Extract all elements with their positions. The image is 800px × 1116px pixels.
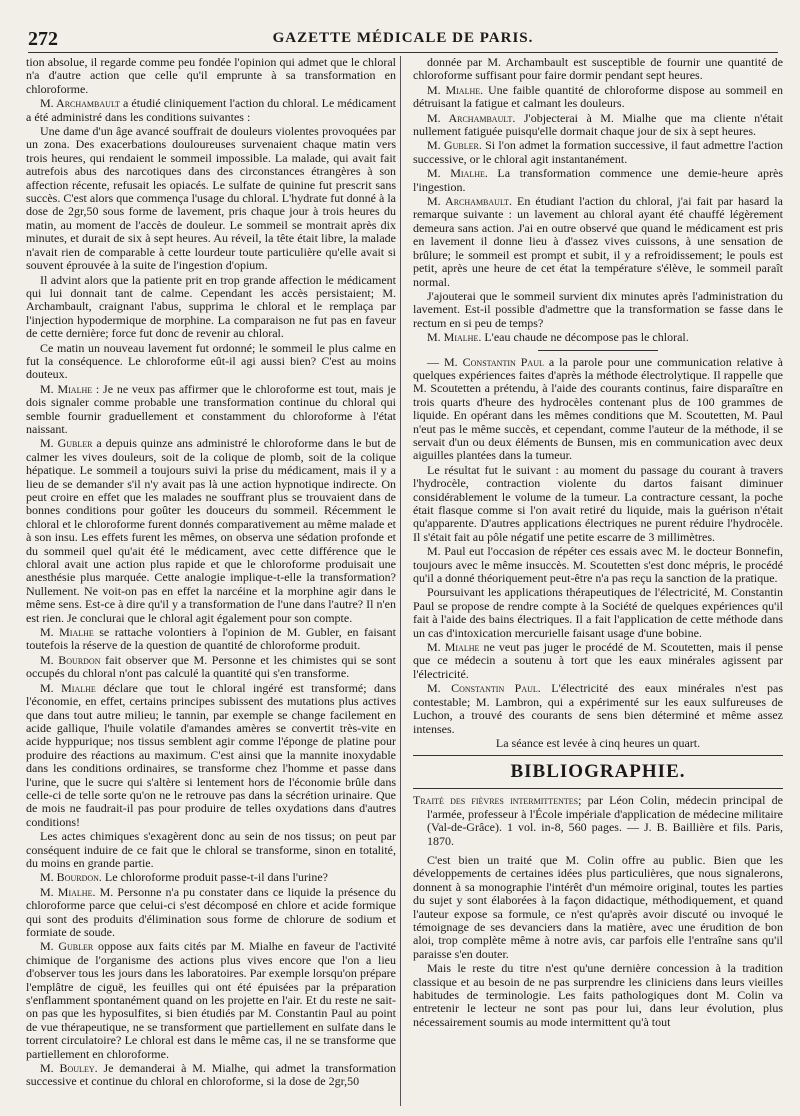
paragraph-text: La transformation commence une demie-heure après l'ingestion. (413, 166, 783, 194)
session-closing: La séance est levée à cinq heures un quart. (495, 735, 701, 750)
paragraph-text: M. Personne n'a pu constater dans ce liquide la présence du chloroforme parce que celui-ci s'est décomposé en chlore et acide formique qui sont des produits d'élimination sous forme de chlorure de sodium et formiate de soude. (26, 884, 396, 939)
paragraph (26, 125, 396, 272)
paragraph-text: Je demanderai à M. Mialhe, qui admet la transformation successive et continue du chloral en chloroforme, si la dose de 2gr,50 (26, 1061, 396, 1089)
paragraph-text: Il advint alors que la patiente prit en trop grande affection le médicament qui lui donnait tant de calme. Cependant les accès persistaient; M. Archambault, craignant l'abus, supprima le chloral et le remplaça par l'injection hypodermique de morphine. La comparaison ne fut pas en faveur de cette dernière; force fut donc de revenir au chloral. (26, 272, 396, 341)
speaker-name: M. Archambault (40, 96, 120, 111)
review-paragraph: Mais le reste du titre n'est qu'une dernière concession à la tradition classique et au besoin de ne pas surprendre les cliniciens dans leurs vieilles habitudes de terminologie. Les faits pathologiques dont M. Colin va entretenir le lecteur ne sont pas pour lui, dans leur évolution, plus nécessairement soumis au mode intermittent qu'à tout (413, 961, 783, 1029)
paragraph (26, 830, 396, 870)
page-number: 272 (28, 28, 58, 50)
paragraph (26, 274, 396, 341)
page-header (28, 26, 778, 53)
book-title: Traité des fièvres intermittentes (413, 793, 579, 808)
speaker-name: — M. Constantin Paul (427, 354, 544, 369)
speaker-name: M. Gubler. (427, 138, 482, 153)
paragraph (26, 886, 396, 940)
paragraph (413, 290, 783, 330)
paragraph-text: Une dame d'un âge avancé souffrait de douleurs violentes provoquées par un zona. Des exacerbations douloureuses survenaient chaque matin vers trois heures, qui rendaient le sommeil impossible. La malade, qui avait fait autrefois abus des narcotiques dans des circonstances étrangères à son affection récente, refusait les opiacés. Le sulfate de quinine fut prescrit sans succès. C'est alors que commença l'usage du chloral. L'hydrate fut donné à la dose de 2gr,50 sous forme de lavement, pris chaque jour à trois heures du matin, au moment de l'accès de douleur. Le sommeil se montrait après dix minutes, et durait de six à sept heures. Au réveil, la tête était libre, la malade n'avait rien de comparable à cette lourdeur toute particulière qu'elle avait si souvent éprouvée à la suite de l'ingestion d'opium. (26, 124, 396, 273)
speaker-name: M. Bourdon (40, 652, 101, 667)
speaker-name: M. Mialhe. (427, 330, 482, 345)
paragraph-text: J'ajouterai que le sommeil survient dix minutes après l'administration du lavement. Est-il possible d'admettre que la transformation se fasse dans le rectum en si peu de temps? (413, 288, 783, 330)
column-divider (400, 56, 401, 1106)
paragraph-text: fait observer que M. Personne et les chimistes qui se sont occupés du chloral n'ont pas calculé la quantité qui s'en transforme. (26, 652, 396, 681)
paragraph (413, 464, 783, 544)
paragraph-text: En étudiant l'action du chloral, j'ai fait par hasard la remarque suivante : un lavement au chloral ayant été chauffé légèrement demeura sans action. J'ai en outre observé que quand le médicament est pris en lavement il donne lieu à d'assez vives cuissons, à une sensation de brûlure; le sommeil est prompt et subit, il y a refroidissement; le pouls est petit, après une heure de cet état la température s'élève, le sommeil paraît normal. (413, 194, 783, 289)
paragraph (413, 195, 783, 289)
paragraph (26, 626, 396, 653)
paragraph (413, 56, 783, 83)
paragraph-text: Ce matin un nouveau lavement fut ordonné; le sommeil le plus calme en fut la conséquence. Le chloroforme eût-il agi aussi bien? C'est au moins douteux. (26, 340, 396, 382)
paragraph-text: a étudié cliniquement l'action du chloral. Le médicament a été administré dans les conditions suivantes : (26, 96, 396, 124)
paragraph (26, 682, 396, 829)
speaker-name: M. Mialhe (40, 381, 93, 396)
paragraph (413, 545, 783, 585)
paragraph-text: Le chloroforme produit passe-t-il dans l'urine? (104, 870, 328, 885)
paragraph-text: : Je ne veux pas affirmer que le chloroforme est tout, mais je dois signaler comme probable une transformation continue du chloral qui semble fournir graduellement et constamment du chloroforme à l'état naissant. (26, 381, 396, 436)
paragraph-text: tion absolue, il regarde comme peu fondée l'opinion qui admet que le chloral n'a d'autre action que celle qu'il emprunte à sa transformation en chloroforme. (26, 56, 396, 96)
paragraph (26, 1062, 396, 1089)
discussion-continued (413, 56, 783, 345)
paragraph (26, 940, 396, 1061)
journal-title: GAZETTE MÉDICALE DE PARIS. (272, 30, 534, 46)
paragraph-text: déclare que tout le chloral ingéré est transformé; dans l'économie, en effet, certains principes subissent des mutations plus actives que dans tout autre milieu; le tannin, par exemple se change facilement en acide gallique, l'huile volatile d'amandes amères se convertit très-vite en acide hyppurique; nos tissus semblent agir comme l'éponge de platine pour produire des réactions au maximum. C'est ainsi que la mannite inoxydable dans les conditions ordinaires, se transforme chez l'homme et passe dans l'urine, que le sucre qui s'altère si lentement hors de l'économie brûle dans celle-ci de telle sorte qu'on ne le retrouve pas dans la sécrétion urinaire. Que de mois ne faudrait-il pas pour produire de telles oxydations dans d'autres conditions! (26, 680, 396, 829)
paragraph (26, 56, 396, 96)
paragraph-text: donnée par M. Archambault est susceptible de fournir une quantité de chloroforme suffisant pour faire dormir pendant sept heures. (413, 56, 783, 83)
paragraph (26, 97, 396, 124)
paragraph-text: L'eau chaude ne décompose pas le chloral. (484, 330, 689, 345)
paragraph-text: ne veut pas juger le procédé de M. Scoutetten, mais il pense que ce médecin a soutenu à tort que les eaux minérales agissent par l'électricité. (413, 640, 783, 681)
speaker-name: M. Mialhe. (427, 82, 484, 97)
speaker-name: M. Bourdon. (40, 870, 102, 885)
speaker-name: M. Archambault. (427, 194, 512, 209)
speaker-name: M. Archambault. (427, 110, 516, 125)
paragraph-text: Le résultat fut le suivant : au moment du passage du courant à travers l'hydrocèle, contraction violente du dartos faisant diminuer considérablement le volume de la tumeur. La contracture cessant, la poche était flasque comme si l'on avait retiré du liquide, mais la guérison n'était qu'apparente. D'autres applications électriques ne purent réduire l'hydrocèle. Il s'était fait au pôle négatif une petite escarre de 3 millimètres. (413, 462, 783, 544)
paragraph (26, 871, 396, 884)
paragraph-text: a depuis quinze ans administré le chloroforme dans le but de calmer les vives douleurs, soit de la colique de plomb, soit de la colique hépatique. Le sommeil a toujours suivi la prise du médicament, mais il y a lieu de se demander s'il n'y avait pas là une action hypnotique indirecte. On peut croire en effet que les malades ne souffrant plus se trouvaient dans de bonnes conditions pour goûter les douceurs du sommeil. Récemment le chloral et le chloroforme furent donnés comparativement au même malade et à son insu. Les effets furent les mêmes, on observa une sédation profonde et du sommeil quel qu'ait été le médicament, avec cette différence que le chloral avait une action plus rapide et que le chloroforme produisait une anesthésie plus marquée. Cette analogie implique-t-elle la transformation? Nullement. Ne voit-on pas en effet la narcéine et la morphine agir dans le même sens. Est-ce à dire qu'il y a transformation de l'une dans l'autre? Il n'en est rien. Je conclurai que le chloral agit également pour son compte. (26, 436, 396, 625)
bibliography-rule-bottom (413, 788, 783, 789)
paragraph (413, 682, 783, 736)
paragraph (413, 641, 783, 681)
bibliography-rule-top (413, 755, 783, 756)
paragraph-text: a la parole pour une communication relative à quelques expériences faites d'après la méthode électrolytique. Il rappelle que M. Scoutetten a prétendu, à l'aide des courants continus, faire disparaître en trois quarts d'heure des hydrocèles contenant plus de 100 grammes de liquide. En opérant dans les mêmes conditions que M. Scoutetten, M. Paul n'eut pas le même succès, et cependant, comme l'auteur de la méthode, il se servait d'un ou deux éléments de Bunsen, mis en communication avec deux aiguilles plantées dans la tumeur. (413, 354, 783, 463)
paul-communication (413, 356, 783, 736)
paragraph (413, 586, 783, 640)
paragraph (26, 654, 396, 681)
speaker-name: M. Mialhe (427, 640, 480, 655)
review-paragraph: C'est bien un traité que M. Colin offre au public. Bien que les développements de certaines idées plus particulières, que nous signalerons, donnent à sa monographie l'intérêt d'un mémoire original, toutes les parties du sujet y sont élaborées à la façon didactique, méthodiquement, et quand l'auteur expose sa formule, ce n'est qu'après avoir discuté ou invoqué le témoignage de ses devanciers dans la matière, avec une érudition de bon aloi, trop complète même à notre avis, car parfois elle l'entraîne sans qu'il paraisse s'en douter. (413, 852, 783, 961)
paragraph-text: oppose aux faits cités par M. Mialhe en faveur de l'activité chimique de l'organisme des actions plus vives encore que l'on a lieu d'observer tous les jours dans les laboratoires. Par exemple lorsqu'on prépare l'emplâtre de ciguë, les feuilles qui ont été épuisées par la préparation s'enflamment spontanément quand on les projette en l'air. Et du reste ne sait-on pas que les hyposulfites, si bien étudiés par M. Constantin Paul au point de vue thérapeutique, ne se transforment que partiellement en sulfate dans le torrent circulatoire? Le chloral est dans le même cas, il ne se transforme que partiellement en chloroforme. (26, 939, 396, 1061)
paragraph (26, 342, 396, 382)
bibliography-review (413, 854, 783, 1029)
left-column (26, 56, 396, 1108)
paragraph (413, 112, 783, 139)
speaker-name: M. Mialhe (40, 680, 96, 695)
paragraph-text: Une faible quantité de chloroforme dispose au sommeil en détruisant la fatigue et calmant les douleurs. (413, 82, 783, 111)
paragraph (413, 331, 783, 344)
speaker-name: M. Gubler (40, 436, 93, 451)
paragraph-text: se rattache volontiers à l'opinion de M. Gubler, en faisant toutefois la réserve de la question de quantité de chloroforme produit. (26, 625, 396, 653)
speaker-name: M. Bouley. (40, 1061, 98, 1076)
book-details: ; par Léon Colin, médecin principal de l'armée, professeur à l'École impériale d'application de médecine militaire (Val-de-Grâce). 1 vol. in-8, 560 pages. — J. B. Baillière et fils. Paris, 1870. (427, 793, 783, 848)
speaker-name: M. Mialhe. (427, 166, 488, 181)
speaker-name: M. Mialhe (40, 625, 94, 640)
paragraph-text: L'électricité des eaux minérales n'est pas contestable; M. Lambron, qui a expérimenté sur les eaux sulfureuses de Luchon, a trouvé des courants de sens bien déterminé et même assez intenses. (413, 681, 783, 736)
paragraph-text: Si l'on admet la formation successive, il faut admettre l'action successive, or le chloral agit instantanément. (413, 138, 783, 166)
section-divider (538, 350, 658, 351)
paragraph-text: M. Paul eut l'occasion de répéter ces essais avec M. le docteur Bonnefin, toujours avec le même insuccès. M. Scoutetten s'est donc mépris, le procédé qu'il a donné théoriquement peut-être n'a pas reçu la sanction de la pratique. (413, 544, 783, 586)
paragraph (413, 139, 783, 166)
paragraph (26, 383, 396, 437)
paragraph (413, 356, 783, 463)
paragraph-text: Poursuivant les applications thérapeutiques de l'électricité, M. Constantin Paul se propose de rendre compte à la Société de quelques expériences qu'il fait à l'aide des bains électriques. Il a fait l'application de cette méthode dans un cas d'intoxication mercurielle faisant usage d'une bobine. (413, 585, 783, 640)
speaker-name: M. Constantin Paul. (427, 681, 541, 696)
paragraph (26, 437, 396, 625)
bibliography-heading: BIBLIOGRAPHIE. (510, 761, 686, 783)
right-column (413, 56, 783, 1108)
speaker-name: M. Mialhe. (40, 884, 96, 899)
paragraph (413, 84, 783, 111)
paragraph-text: Les actes chimiques s'exagèrent donc au sein de nos tissus; on peut par conséquent induire de ce fait que le chloral se transforme, sinon en totalité, du moins en grande partie. (26, 829, 396, 870)
paragraph (413, 167, 783, 194)
paragraph-text: J'objecterai à M. Mialhe que ma cliente n'était nullement fatiguée puisqu'elle dormait chaque jour de six à sept heures. (413, 110, 783, 139)
speaker-name: M. Gubler (40, 939, 94, 954)
bibliography-entry (413, 794, 783, 848)
